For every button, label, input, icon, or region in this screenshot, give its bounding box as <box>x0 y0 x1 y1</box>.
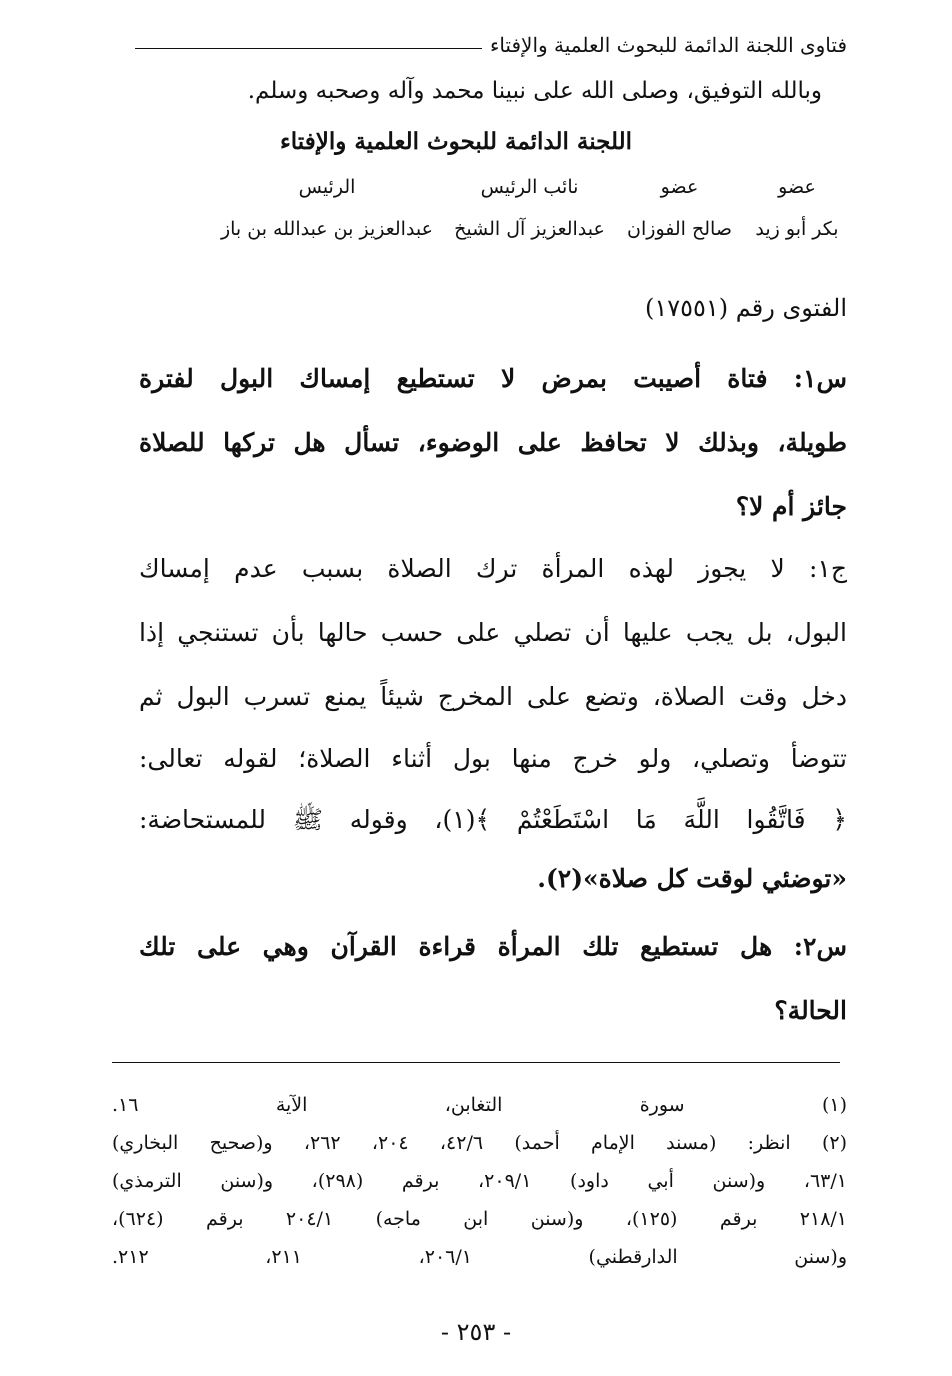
answer-1-line: ﴿ فَاتَّقُوا اللَّهَ مَا اسْتَطَعْتُمْ ﴾(١)، وقوله ﷺ للمستحاضة: <box>139 805 847 834</box>
running-header <box>135 28 847 62</box>
fatwa-number: الفتوى رقم (١٧٥٥١) <box>644 294 847 322</box>
footnote-line: (٢) انظر: (مسند الإمام أحمد) ٤٢/٦، ٢٠٤، ٢٦٢، و(صحيح البخاري) <box>112 1132 848 1154</box>
footnote-line: ٢١٨/١ برقم (١٢٥)، و(سنن ابن ماجه) ٢٠٤/١ برقم (٦٢٤)، <box>112 1208 848 1230</box>
answer-1-line: ج١: لا يجوز لهذه المرأة ترك الصلاة بسبب عدم إمساك <box>139 554 847 583</box>
signatory-role: نائب الرئيس <box>480 176 579 198</box>
header-rule <box>135 48 482 49</box>
signatory-role: عضو <box>660 176 699 198</box>
signatory-name: عبدالعزيز آل الشيخ <box>454 218 605 240</box>
page-number: - ٢٥٣ - <box>440 1318 512 1346</box>
footnote-line: ٦٣/١، و(سنن أبي داود) ٢٠٩/١، برقم (٢٩٨)، و(سنن الترمذي) <box>112 1170 847 1192</box>
closing-line: وبالله التوفيق، وصلى الله على نبينا محمد وآله وصحبه وسلم. <box>247 78 822 104</box>
committee-name: اللجنة الدائمة للبحوث العلمية والإفتاء <box>279 128 633 155</box>
footnote-rule <box>112 1062 840 1063</box>
header-title: فتاوى اللجنة الدائمة للبحوث العلمية والإفتاء <box>489 33 847 57</box>
question-2-line: س٢: هل تستطيع تلك المرأة قراءة القرآن وهي على تلك <box>139 932 847 961</box>
signatory-roles <box>145 176 847 198</box>
question-1-line: جائز أم لا؟ <box>735 492 847 521</box>
answer-1-line: تتوضأ وتصلي، ولو خرج منها بول أثناء الصلاة؛ لقوله تعالى: <box>139 744 847 773</box>
signatory-names <box>145 218 847 240</box>
signatory-name: عبدالعزيز بن عبدالله بن باز <box>220 218 434 240</box>
signatory-role: الرئيس <box>298 176 356 198</box>
signatory-name: صالح الفوزان <box>627 218 732 240</box>
question-2-line: الحالة؟ <box>774 996 847 1025</box>
answer-1-line: البول، بل يجب عليها أن تصلي على حسب حالها بأن تستنجي إذا <box>139 618 847 647</box>
answer-1-line: «توضئي لوقت كل صلاة»(٢). <box>537 864 847 893</box>
answer-1-line: دخل وقت الصلاة، وتضع على المخرج شيئاً يمنع تسرب البول ثم <box>139 682 847 711</box>
footnote-line: (١) سورة التغابن، الآية ١٦. <box>112 1094 847 1116</box>
signatory-name: بكر أبو زيد <box>755 218 839 240</box>
question-1-line: طويلة، وبذلك لا تحافظ على الوضوء، تسأل هل تركها للصلاة <box>139 428 847 457</box>
signatory-role: عضو <box>778 176 816 198</box>
footnote-line: و(سنن الدارقطني) ٢٠٦/١، ٢١١، ٢١٢. <box>112 1246 847 1268</box>
question-1-line: س١: فتاة أصيبت بمرض لا تستطيع إمساك البول لفترة <box>139 364 847 393</box>
